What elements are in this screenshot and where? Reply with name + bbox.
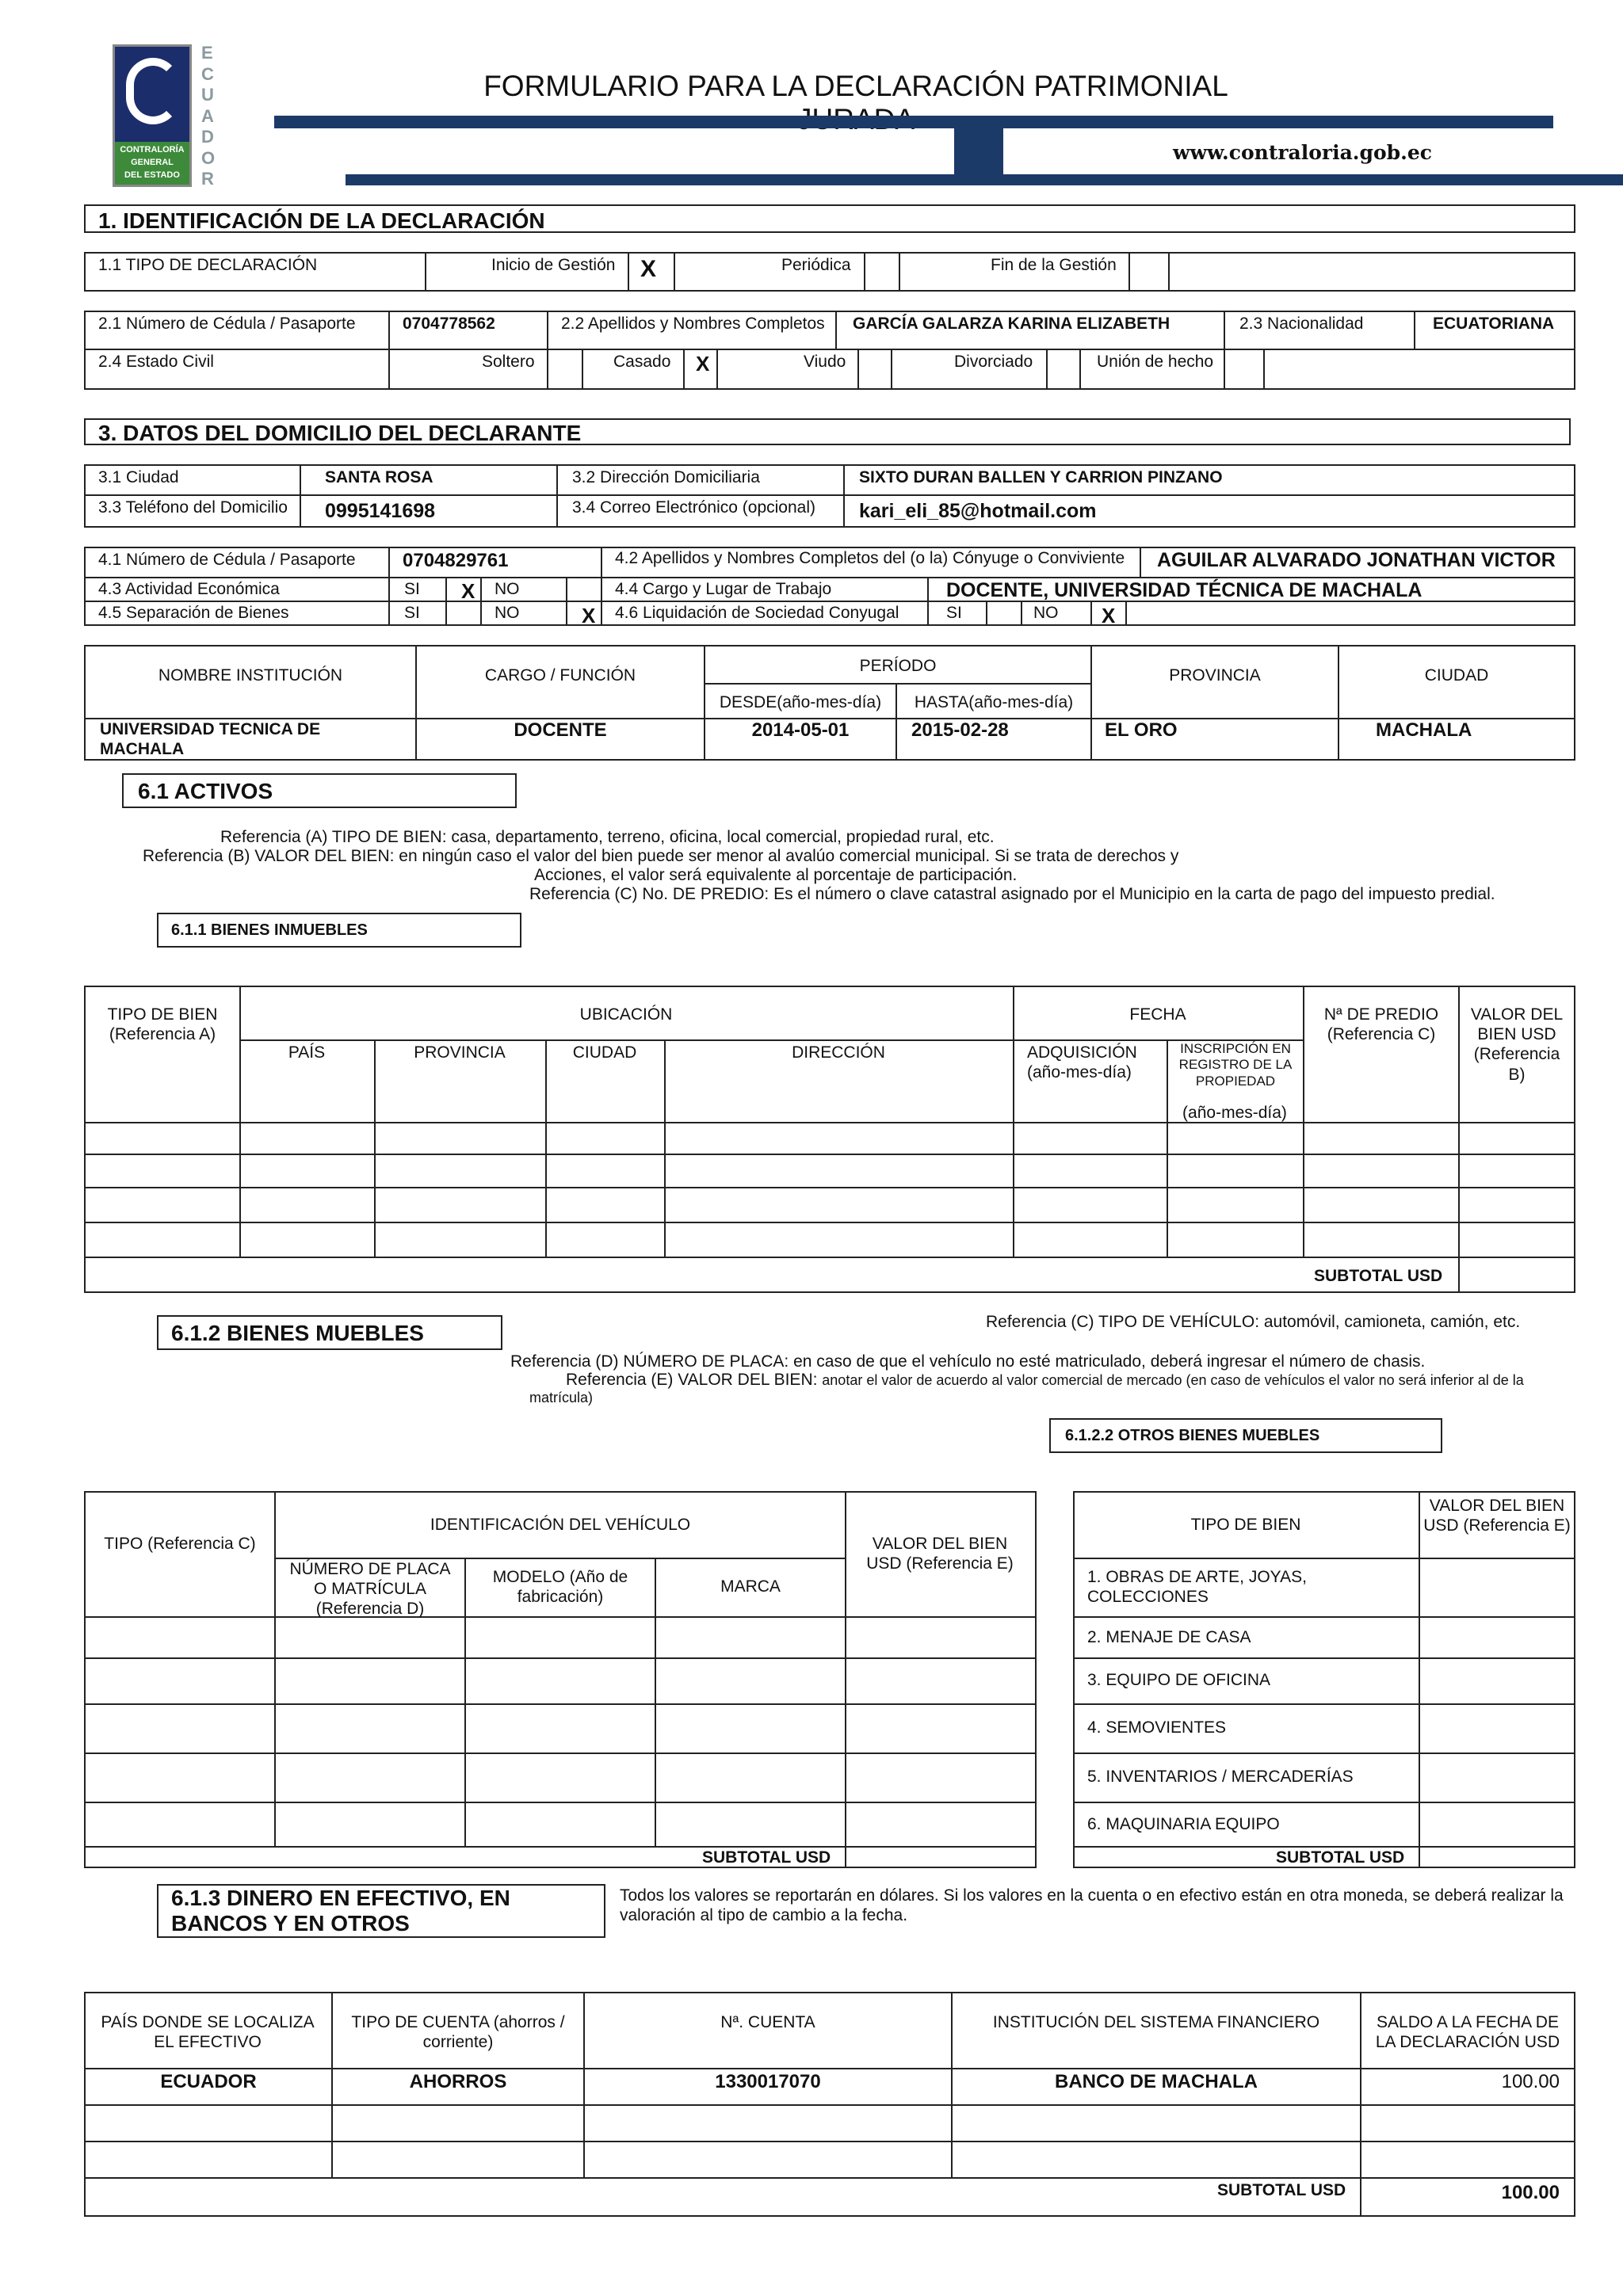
soltero-label: Soltero <box>482 353 535 371</box>
liquidacion-label: 4.6 Liquidación de Sociedad Conyugal <box>615 604 899 622</box>
casado-label: Casado <box>613 353 671 371</box>
cargo-label: 4.4 Cargo y Lugar de Trabajo <box>615 580 832 598</box>
otros-item-1: 1. OBRAS DE ARTE, JOYAS, COLECCIONES <box>1087 1568 1307 1607</box>
inm-h-ubicacion: UBICACIÓN <box>579 1005 673 1024</box>
emp-h-desde: DESDE(año-mes-día) <box>719 693 882 711</box>
emp-cargo-value: DOCENTE <box>514 719 607 741</box>
conyuge-cedula-value: 0704829761 <box>403 550 509 571</box>
separacion-no-label: NO <box>495 604 520 622</box>
direccion-label: 3.2 Dirección Domiciliaria <box>572 468 760 486</box>
header-bar-top <box>274 116 1553 128</box>
cedula-value: 0704778562 <box>403 315 495 333</box>
ref-a-text: Referencia (A) TIPO DE BIEN: casa, departamento, terreno, oficina, local comercial, propiedad rural, etc. <box>220 828 995 846</box>
ciudad-value: SANTA ROSA <box>325 468 433 486</box>
din-row-institucion: BANCO DE MACHALA <box>1055 2071 1258 2092</box>
union-hecho-check[interactable] <box>1227 352 1262 387</box>
inm-h-adquisicion: ADQUISICIÓN (año-mes-día) <box>1027 1043 1137 1082</box>
telefono-label: 3.3 Teléfono del Domicilio <box>98 498 288 517</box>
ref-b-text: Referencia (B) VALOR DEL BIEN: en ningún caso el valor del bien puede ser menor al avalúo comercial municipal. Si se trata de derechos y <box>143 847 1179 865</box>
divorciado-check[interactable] <box>1049 352 1078 387</box>
din-h-tipo: TIPO DE CUENTA (ahorros / corriente) <box>351 2013 565 2052</box>
inicio-gestion-label: Inicio de Gestión <box>491 256 616 274</box>
ref-b-text-2: Acciones, el valor será equivalente al porcentaje de participación. <box>534 866 1018 884</box>
union-hecho-label: Unión de hecho <box>1097 353 1214 371</box>
veh-h-tipo: TIPO (Referencia C) <box>104 1535 256 1553</box>
liquidacion-si-label: SI <box>946 604 962 622</box>
din-h-pais: PAÍS DONDE SE LOCALIZA EL EFECTIVO <box>101 2013 315 2052</box>
inicio-gestion-check[interactable]: X <box>640 256 657 282</box>
muebles-title: 6.1.2 BIENES MUEBLES <box>171 1321 424 1345</box>
section3-title: 3. DATOS DEL DOMICILIO DEL DECLARANTE <box>98 421 582 445</box>
nacionalidad-value: ECUATORIANA <box>1433 315 1555 333</box>
veh-h-marca: MARCA <box>720 1577 781 1596</box>
mueb-ref-c: Referencia (C) TIPO DE VEHÍCULO: automóvil, camioneta, camión, etc. <box>986 1313 1521 1331</box>
otros-item-6: 6. MAQUINARIA EQUIPO <box>1087 1815 1280 1833</box>
veh-subtotal-label: SUBTOTAL USD <box>702 1848 831 1867</box>
dinero-title: 6.1.3 DINERO EN EFECTIVO, EN BANCOS Y EN OTROS <box>171 1886 510 1936</box>
din-row-pais: ECUADOR <box>160 2071 257 2092</box>
separacion-label: 4.5 Separación de Bienes <box>98 604 289 622</box>
cedula-label: 2.1 Número de Cédula / Pasaporte <box>98 315 356 333</box>
website-link[interactable]: www.contraloria.gob.ec <box>1173 141 1432 164</box>
actividad-si-check[interactable]: X <box>461 579 475 603</box>
emp-ciudad-value: MACHALA <box>1376 719 1472 741</box>
correo-value[interactable]: kari_eli_85@hotmail.com <box>859 500 1097 522</box>
logo-org-line1: CONTRALORÍA <box>120 145 185 154</box>
conyuge-cedula-label: 4.1 Número de Cédula / Pasaporte <box>98 551 356 569</box>
inm-h-pais: PAÍS <box>288 1043 326 1062</box>
din-h-institucion: INSTITUCIÓN DEL SISTEMA FINANCIERO <box>992 2013 1320 2031</box>
form-title: FORMULARIO PARA LA DECLARACIÓN PATRIMONIAL <box>483 70 1228 102</box>
otros-muebles-title: 6.1.2.2 OTROS BIENES MUEBLES <box>1065 1427 1320 1444</box>
inm-h-valor: VALOR DEL BIEN USD (Referencia B) <box>1470 1005 1564 1084</box>
inm-h-predio: Nª DE PREDIO (Referencia C) <box>1323 1005 1439 1044</box>
fin-gestion-label: Fin de la Gestión <box>991 256 1117 274</box>
dinero-note: Todos los valores se reportarán en dólares. Si los valores en la cuenta o en efectivo están en otra moneda, se deberá realizar la valoración al tipo de cambio a la fecha. <box>620 1886 1564 1925</box>
veh-h-placa: NÚMERO DE PLACA O MATRÍCULA (Referencia D) <box>289 1560 451 1619</box>
emp-desde-value: 2014-05-01 <box>751 719 850 741</box>
din-row-cuenta: 1330017070 <box>715 2071 821 2092</box>
inmuebles-title: 6.1.1 BIENES INMUEBLES <box>171 921 368 939</box>
activos-title: 6.1 ACTIVOS <box>138 779 273 803</box>
inm-h-inscripcion-fecha: (año-mes-día) <box>1182 1104 1287 1122</box>
inm-h-provincia: PROVINCIA <box>414 1043 506 1062</box>
separacion-si-check[interactable] <box>449 604 479 624</box>
ref-c-text: Referencia (C) No. DE PREDIO: Es el número o clave catastral asignado por el Municipio en la carta de pago del impuesto predial. <box>529 885 1495 903</box>
ciudad-label: 3.1 Ciudad <box>98 468 179 486</box>
inm-h-tipo: TIPO DE BIEN (Referencia A) <box>107 1005 218 1044</box>
otros-subtotal-label: SUBTOTAL USD <box>1276 1848 1405 1867</box>
correo-label: 3.4 Correo Electrónico (opcional) <box>572 498 815 517</box>
emp-h-provincia: PROVINCIA <box>1169 666 1261 685</box>
din-row-tipo: AHORROS <box>409 2071 507 2092</box>
otros-h-tipo: TIPO DE BIEN <box>1190 1516 1301 1534</box>
tipo-declaracion-label: 1.1 TIPO DE DECLARACIÓN <box>98 256 318 274</box>
viudo-label: Viudo <box>804 353 846 371</box>
logo-org-line3: DEL ESTADO <box>124 170 180 180</box>
separacion-si-label: SI <box>404 604 420 622</box>
inm-h-direccion: DIRECCIÓN <box>792 1043 885 1062</box>
din-h-saldo: SALDO A LA FECHA DE LA DECLARACIÓN USD <box>1375 2013 1560 2052</box>
emp-hasta-value: 2015-02-28 <box>911 719 1009 741</box>
actividad-no-check[interactable] <box>569 580 599 599</box>
telefono-value: 0995141698 <box>325 500 436 522</box>
din-subtotal-label: SUBTOTAL USD <box>1217 2181 1346 2199</box>
periodica-check[interactable] <box>867 255 897 288</box>
otros-item-5: 5. INVENTARIOS / MERCADERÍAS <box>1087 1768 1354 1786</box>
veh-h-valor: VALOR DEL BIEN USD (Referencia E) <box>866 1535 1014 1573</box>
domicile-table <box>84 464 1575 528</box>
conyuge-nombres-value: AGUILAR ALVARADO JONATHAN VICTOR <box>1157 549 1556 571</box>
header-bar-bottom <box>346 174 1623 185</box>
mueb-ref-e <box>566 1371 1524 1390</box>
nombres-label: 2.2 Apellidos y Nombres Completos <box>561 315 825 333</box>
veh-h-identificacion: IDENTIFICACIÓN DEL VEHÍCULO <box>430 1516 691 1534</box>
nombres-value: GARCÍA GALARZA KARINA ELIZABETH <box>853 315 1170 333</box>
separacion-no-check[interactable]: X <box>582 604 596 627</box>
otros-h-valor: VALOR DEL BIEN USD (Referencia E) <box>1423 1497 1571 1535</box>
emp-h-periodo: PERÍODO <box>859 657 937 675</box>
inm-h-fecha: FECHA <box>1129 1005 1186 1024</box>
inm-h-ciudad: CIUDAD <box>572 1043 637 1062</box>
emp-h-institucion: NOMBRE INSTITUCIÓN <box>158 666 343 685</box>
mueb-ref-d: Referencia (D) NÚMERO DE PLACA: en caso de que el vehículo no esté matriculado, deberá ingresar el número de chasis. <box>510 1352 1426 1371</box>
din-subtotal-value: 100.00 <box>1501 2182 1560 2203</box>
otros-item-3: 3. EQUIPO DE OFICINA <box>1087 1671 1271 1689</box>
otros-item-4: 4. SEMOVIENTES <box>1087 1718 1227 1737</box>
actividad-label: 4.3 Actividad Económica <box>98 580 280 598</box>
fin-gestion-check[interactable] <box>1132 255 1167 288</box>
inm-h-inscripcion: INSCRIPCIÓN EN REGISTRO DE LA PROPIEDAD <box>1178 1041 1293 1089</box>
soltero-check[interactable] <box>550 352 580 387</box>
direccion-value: SIXTO DURAN BALLEN Y CARRION PINZANO <box>859 468 1223 486</box>
mueb-ref-e-cont: matrícula) <box>529 1390 594 1405</box>
actividad-no-label: NO <box>495 580 520 598</box>
section1-title: 1. IDENTIFICACIÓN DE LA DECLARACIÓN <box>98 208 545 233</box>
mueb-ref-e-label: Referencia (E) VALOR DEL BIEN: <box>566 1371 823 1389</box>
liquidacion-no-check[interactable]: X <box>1102 604 1116 627</box>
periodica-label: Periódica <box>781 256 851 274</box>
emp-provincia-value: EL ORO <box>1105 719 1178 741</box>
contraloria-logo <box>113 44 192 187</box>
actividad-si-label: SI <box>404 580 420 598</box>
logo-org-line2: GENERAL <box>131 158 174 167</box>
estado-civil-label: 2.4 Estado Civil <box>98 353 214 371</box>
cargo-value: DOCENTE, UNIVERSIDAD TÉCNICA DE MACHALA <box>946 579 1423 601</box>
casado-check[interactable]: X <box>696 352 710 376</box>
divorciado-label: Divorciado <box>954 353 1033 371</box>
mueb-ref-e-text: anotar el valor de acuerdo al valor comercial de mercado (en caso de vehículos el valor no será inferior al de la <box>822 1372 1524 1388</box>
otros-item-2: 2. MENAJE DE CASA <box>1087 1628 1251 1646</box>
din-row-saldo: 100.00 <box>1501 2071 1560 2092</box>
emp-h-ciudad: CIUDAD <box>1424 666 1489 685</box>
conyuge-nombres-label: 4.2 Apellidos y Nombres Completos del (o la) Cónyuge o Conviviente <box>615 549 1125 567</box>
viudo-check[interactable] <box>861 352 889 387</box>
emp-institucion-value: UNIVERSIDAD TECNICA DE MACHALA <box>100 720 321 759</box>
veh-h-modelo: MODELO (Año de fabricación) <box>492 1568 628 1607</box>
inm-subtotal-label: SUBTOTAL USD <box>1314 1267 1443 1285</box>
logo-country-vertical: ECUADOR <box>201 43 216 189</box>
liquidacion-no-label: NO <box>1033 604 1059 622</box>
emp-h-cargo: CARGO / FUNCIÓN <box>484 666 636 685</box>
header-bar-block <box>954 116 1003 174</box>
emp-h-hasta: HASTA(año-mes-día) <box>914 693 1074 711</box>
nacionalidad-label: 2.3 Nacionalidad <box>1239 315 1364 333</box>
liquidacion-si-check[interactable] <box>989 604 1019 624</box>
din-h-cuenta: Nª. CUENTA <box>720 2013 815 2031</box>
